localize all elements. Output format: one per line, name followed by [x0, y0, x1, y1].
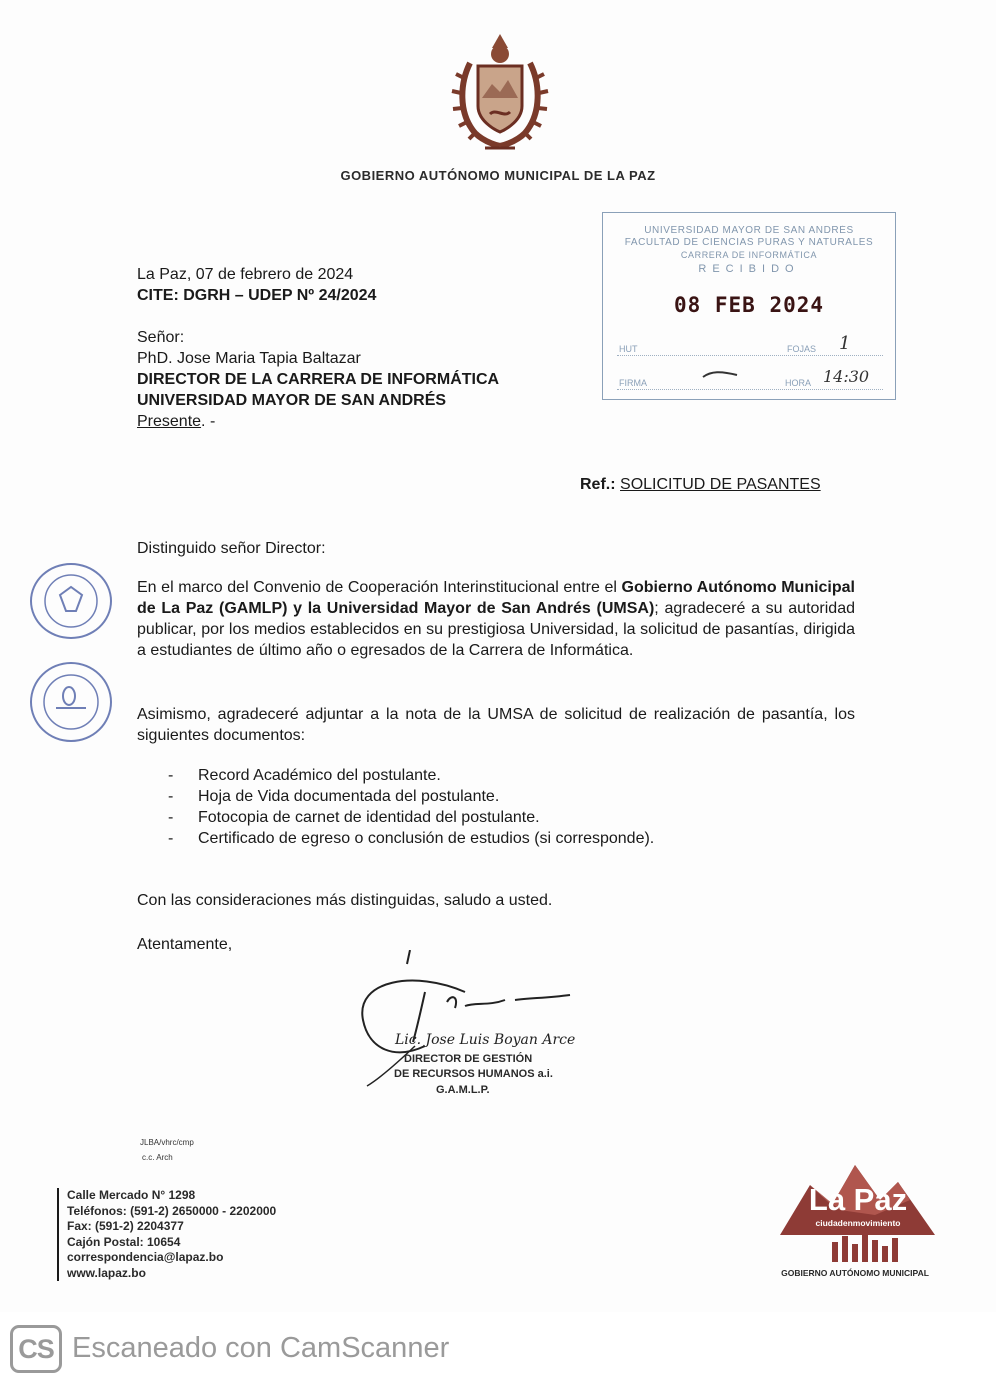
stamp-field-fojas: FOJAS — [787, 344, 817, 354]
signatory-title-2: DE RECURSOS HUMANOS a.i. — [394, 1068, 553, 1080]
side-seal-top — [30, 563, 112, 639]
logo-subtitle: GOBIERNO AUTÓNOMO MUNICIPAL — [781, 1268, 929, 1278]
contact-fax: Fax: (591-2) 2204377 — [67, 1219, 184, 1233]
stamp-field-hora: HORA — [785, 378, 812, 388]
presente-suffix: . - — [201, 413, 216, 430]
stamp-hora-value: 14:30 — [823, 367, 870, 386]
organization-name: GOBIERNO AUTÓNOMO MUNICIPAL DE LA PAZ — [340, 168, 656, 183]
list-item: - Hoja de Vida documentada del postulante. — [168, 788, 500, 805]
municipal-crest-icon — [430, 28, 570, 168]
stamp-field-hut: HUT — [619, 344, 638, 354]
signatory-title-1: DIRECTOR DE GESTIÓN — [404, 1053, 533, 1065]
stamp-faculty: FACULTAD DE CIENCIAS PURAS Y NATURALES — [624, 237, 874, 248]
contact-email: correspondencia@lapaz.bo — [67, 1250, 224, 1264]
paragraph-2: Asimismo, agradeceré adjuntar a la nota de la UMSA de solicitud de realización de pasantía, los siguientes documentos: — [137, 706, 855, 744]
camscanner-logo: CS — [10, 1325, 62, 1373]
sign-off: Atentamente, — [137, 936, 233, 953]
paragraph-1-parties: Gobierno Autónomo Municipal de La Paz (GAMLP) y la Universidad Mayor de San Andrés (UMSA) — [137, 579, 855, 617]
stamp-university: UNIVERSIDAD MAYOR DE SAN ANDRÉS — [644, 225, 854, 236]
camscanner-text: Escaneado con CamScanner — [72, 1332, 450, 1364]
stamp-field-firma: FIRMA — [619, 378, 647, 388]
paragraph-1 — [137, 577, 855, 661]
greeting: Distinguido señor Director: — [137, 540, 326, 557]
recipient-institution: UNIVERSIDAD MAYOR DE SAN ANDRÉS — [137, 392, 447, 409]
signatory-org: G.A.M.L.P. — [436, 1084, 490, 1096]
signatory-name: Lic. Jose Luis Boyan Arce — [395, 1032, 576, 1048]
contact-website: www.lapaz.bo — [67, 1265, 146, 1280]
contact-po-box: Cajón Postal: 10654 — [67, 1234, 181, 1249]
list-item: - Certificado de egreso o conclusión de estudios (si corresponde). — [168, 830, 655, 847]
cite-number: CITE: DGRH – UDEP Nº 24/2024 — [137, 287, 377, 304]
presente-line — [137, 411, 215, 432]
stamp-received: RECIBIDO — [698, 263, 800, 275]
stamp-firma-scribble-icon — [701, 369, 741, 381]
documents-list — [168, 765, 654, 849]
copy-archive: c.c. Arch — [142, 1153, 173, 1162]
list-item: - Record Académico del postulante. — [168, 767, 441, 784]
stamp-fojas-value: 1 — [839, 333, 851, 354]
stamp-career: CARRERA DE INFORMÁTICA — [680, 250, 818, 260]
recipient-name: PhD. Jose Maria Tapia Baltazar — [137, 350, 361, 367]
seal-emblem-icon — [32, 565, 110, 637]
received-stamp — [602, 212, 896, 400]
stamp-date: 08 FEB 2024 — [673, 293, 825, 317]
ref-value: SOLICITUD DE PASANTES — [620, 476, 821, 493]
reference-initials: JLBA/vhrc/cmp — [140, 1138, 194, 1147]
paragraph-1-body: ; agradeceré a su autoridad publicar, por los medios establecidos en su prestigiosa Universidad, la solicitud de pasantías, dirigida a estudiantes de último año o egresados de la Carrera de Informática. — [137, 600, 855, 659]
closing-line: Con las consideraciones más distinguidas, saludo a usted. — [137, 892, 553, 909]
paragraph-1-intro: En el marco del Convenio de Cooperación Interinstitucional entre el — [137, 579, 622, 596]
logo-name: La Paz — [808, 1182, 908, 1217]
presente-word: Presente — [137, 413, 202, 430]
ref-label: Ref.: — [580, 476, 616, 493]
contact-phones: Teléfonos: (591-2) 2650000 - 2202000 — [67, 1203, 277, 1218]
seal-emblem-icon — [32, 664, 110, 740]
place-date: La Paz, 07 de febrero de 2024 — [137, 266, 354, 283]
contact-address: Calle Mercado N° 1298 — [67, 1188, 196, 1202]
reference-line — [580, 474, 821, 495]
salutation-label: Señor: — [137, 329, 185, 346]
recipient-title: DIRECTOR DE LA CARRERA DE INFORMÁTICA — [137, 371, 500, 388]
logo-tagline: ciudadenmovimiento — [815, 1218, 901, 1228]
contact-block — [57, 1188, 276, 1281]
side-seal-bottom — [30, 662, 112, 742]
list-item: - Fotocopia de carnet de identidad del postulante. — [168, 809, 540, 826]
